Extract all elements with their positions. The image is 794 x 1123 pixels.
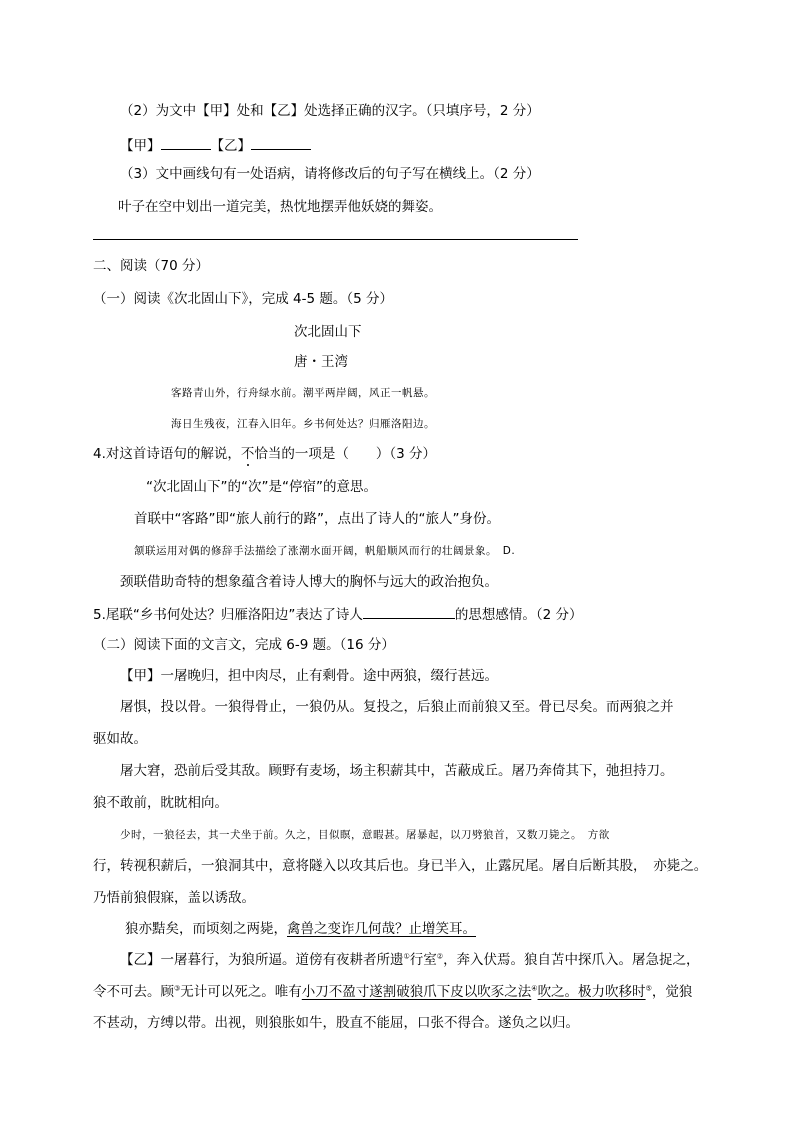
footnote-marker-4: ④ <box>531 984 538 993</box>
passage-yi-p6b <box>93 983 692 1001</box>
q4-option-d: 颈联借助奇特的想象蕴含着诗人博大的胸怀与远大的政治抱负。 <box>120 574 498 590</box>
passage-jia-p2b: 驱如故。 <box>93 731 147 747</box>
passage-jia-p5 <box>125 920 476 938</box>
q4-emphasis-char: 不 <box>240 446 255 462</box>
p6b-text-2: 无计可以死之。唯有 <box>180 984 302 1000</box>
footnote-marker-1: ① <box>403 952 410 961</box>
footnote-marker-3: ③ <box>174 984 181 993</box>
passage-jia-p1: 【甲】一屠晚归，担中肉尽，止有剩骨。途中两狼，缀行甚远。 <box>120 668 498 684</box>
part1-title: （一）阅读《次北固山下》，完成 4-5 题。（5 分） <box>93 291 394 307</box>
p6b-underlined-2: 吹之。极力吹移时 <box>537 984 646 1000</box>
q2-prompt: （2）为文中【甲】处和【乙】处选择正确的汉字。（只填序号，2 分） <box>120 103 540 119</box>
poem-line-1: 客路青山外，行舟绿水前。潮平两岸阔，风正一帆悬。 <box>171 387 435 399</box>
p6b-text-1: 令不可去。顾 <box>93 984 174 1000</box>
passage-jia-p4c: 乃悟前狼假寐，盖以诱敌。 <box>93 890 255 906</box>
p5-plain-text: 狼亦黠矣，而顷刻之两毙， <box>125 921 287 937</box>
yi-label: 【乙】 <box>210 138 251 154</box>
p5-underlined-sentence: 禽兽之变诈几何哉？止增笑耳。 <box>287 921 476 937</box>
passage-jia-p3a: 屠大窘，恐前后受其敌。顾野有麦场，场主积薪其中，苫蔽成丘。屠乃奔倚其下，弛担持刀。 <box>120 763 674 779</box>
q2-answer-line <box>120 135 311 155</box>
section2-title: 二、阅读（70 分） <box>93 258 209 274</box>
passage-jia-p3b: 狼不敢前，眈眈相向。 <box>93 795 228 811</box>
footnote-marker-5: ⑤ <box>645 984 652 993</box>
q4-option-b: 首联中“客路”即“旅人前行的路”，点出了诗人的“旅人”身份。 <box>134 511 500 527</box>
q3-prompt: （3）文中画线句有一处语病，请将修改后的句子写在横线上。（2 分） <box>120 166 540 182</box>
q4-stem <box>93 445 436 463</box>
q4-stem-a: 4.对这首诗语句的解说， <box>93 446 241 462</box>
p6b-underlined-1: 小刀不盈寸遂割破狼爪下皮以吹豕之法 <box>301 984 532 1000</box>
poem-title: 次北固山下 <box>294 324 362 340</box>
q3-sentence: 叶子在空中划出一道完美，热忱地摆弄他妖娆的舞姿。 <box>118 199 442 215</box>
p6a-text-2: 行室 <box>409 952 437 968</box>
q5-stem-b: 的思想感情。（2 分） <box>454 607 583 623</box>
p6a-text-1: 【乙】一屠暮行，为狼所逼。道傍有夜耕者所遗 <box>120 952 404 968</box>
p6b-text-3: ，觉狼 <box>651 984 693 1000</box>
p6a-text-3: ，奔入伏焉。狼自苫中探爪入。屠急捉之， <box>443 952 700 968</box>
q4-option-c: 颔联运用对偶的修辞手法描绘了涨潮水面开阔，帆船顺风而行的壮阔景象。 D. <box>134 545 516 557</box>
poem-line-2: 海日生残夜，江春入旧年。乡书何处达？归雁洛阳边。 <box>171 418 435 430</box>
jia-label: 【甲】 <box>120 138 161 154</box>
passage-jia-p4a: 少时，一狼径去，其一犬坐于前。久之，目似瞑，意暇甚。屠暴起，以刀劈狼首，又数刀毙之。 方欲 <box>120 829 610 841</box>
passage-yi-p6a <box>120 951 700 969</box>
q5-stem-a: 5.尾联“乡书何处达？归雁洛阳边”表达了诗人 <box>93 607 363 623</box>
q5-stem <box>93 604 583 624</box>
q4-stem-b: 恰当的一项是（ ）（3 分） <box>254 446 437 462</box>
yi-answer-blank[interactable] <box>251 135 311 150</box>
passage-yi-p6c: 不甚动，方缚以带。出视，则狼胀如牛，股直不能屈，口张不得合。遂负之以归。 <box>93 1015 579 1031</box>
q3-answer-line[interactable] <box>93 239 578 240</box>
q5-answer-blank[interactable] <box>363 604 455 619</box>
q4-option-a: “次北固山下”的“次”是“停宿”的意思。 <box>146 479 377 495</box>
poem-author: 唐・王湾 <box>294 354 348 370</box>
jia-answer-blank[interactable] <box>161 135 211 150</box>
part2-title: （二）阅读下面的文言文，完成 6-9 题。（16 分） <box>93 637 395 653</box>
passage-jia-p4b: 行，转视积薪后，一狼洞其中，意将隧入以攻其后也。身已半入，止露尻尾。屠自后断其股， 亦毙之。 <box>93 858 708 874</box>
passage-jia-p2a: 屠惧，投以骨。一狼得骨止，一狼仍从。复投之，后狼止而前狼又至。骨已尽矣。而两狼之并 <box>120 699 674 715</box>
footnote-marker-2: ② <box>436 952 444 961</box>
